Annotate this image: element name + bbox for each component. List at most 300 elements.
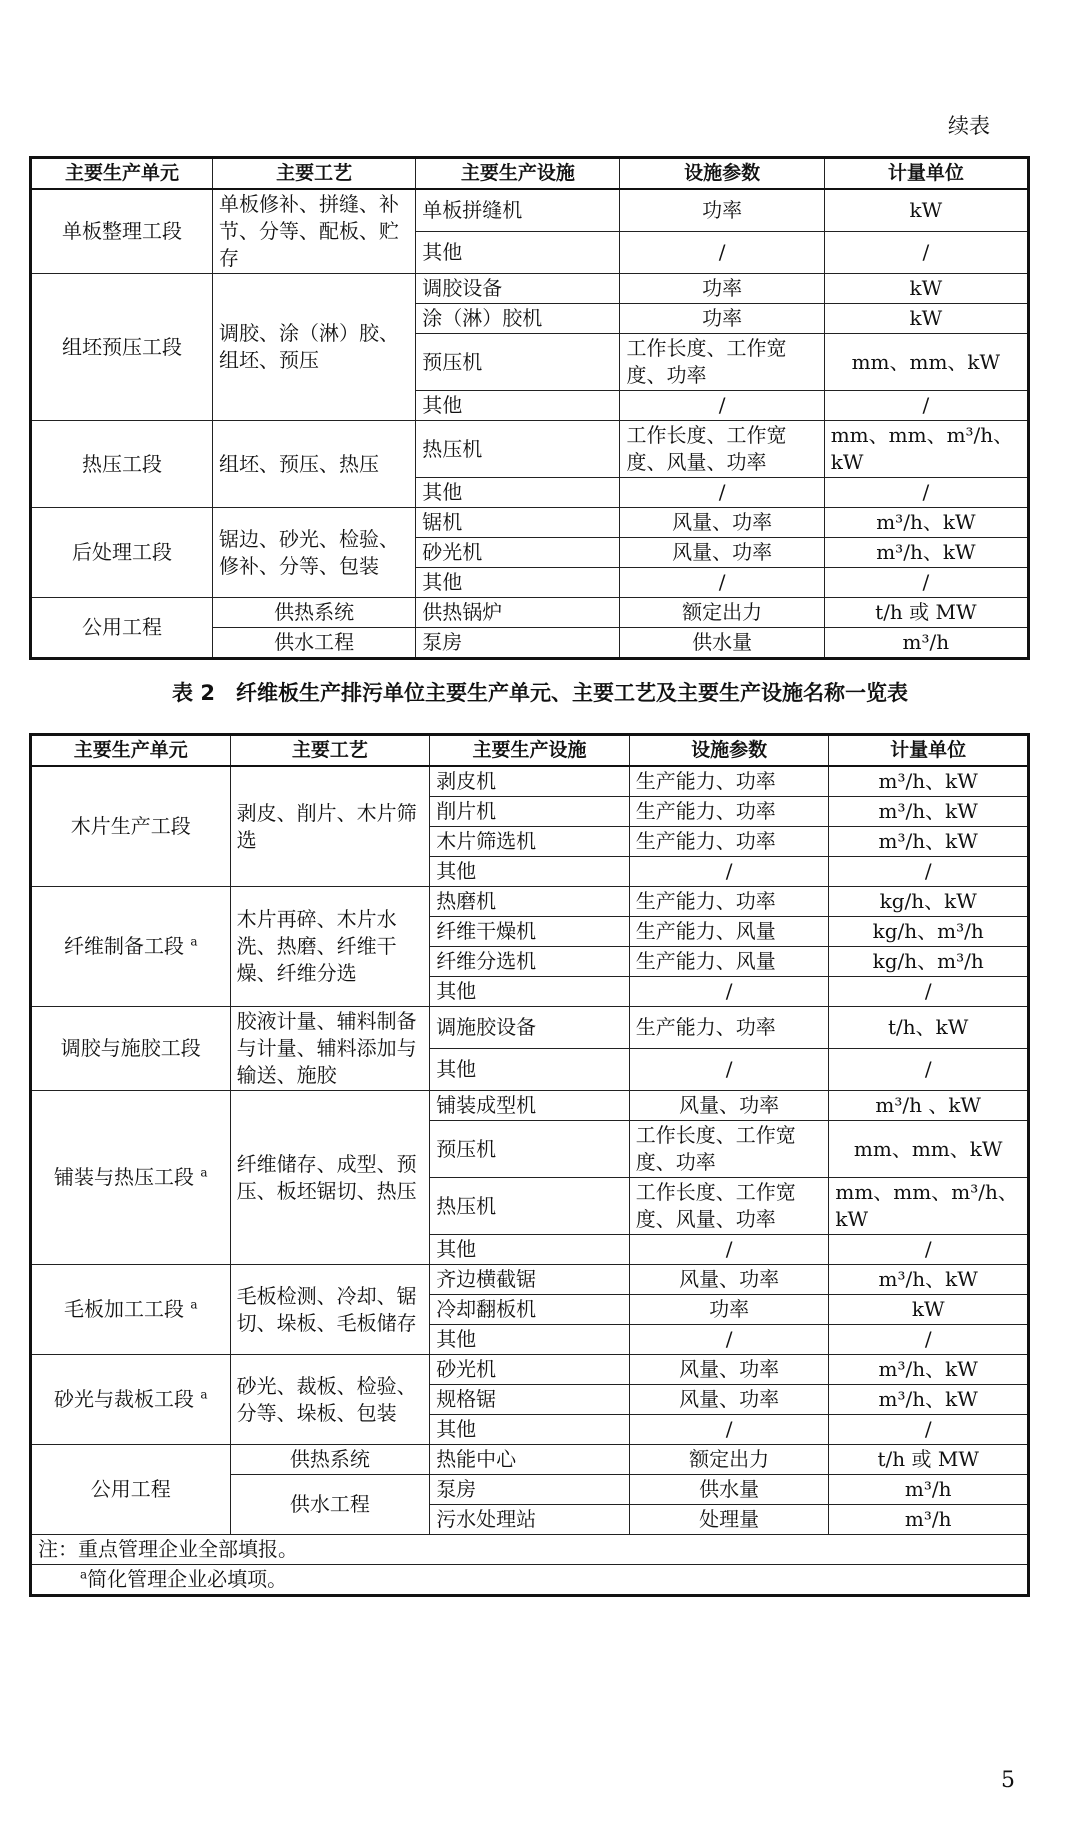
cell-text: 风量、功率 (679, 1267, 780, 1291)
table-cell (829, 1235, 1029, 1265)
table-cell (629, 1235, 829, 1265)
table-cell (629, 1178, 829, 1235)
cell-text: 功率 (702, 276, 743, 300)
cell-text: 供水量 (699, 1477, 760, 1501)
table-cell (629, 917, 829, 947)
table-cell (213, 598, 416, 628)
table-cell (213, 421, 416, 508)
table-cell (620, 538, 824, 568)
table-cell (430, 1295, 630, 1325)
cell-text: 热压工段 (82, 451, 163, 476)
cell-text: 纤维分选机 (436, 949, 537, 973)
cell-text: 锯机 (422, 510, 463, 534)
cell-text: 纤维干燥机 (436, 919, 537, 943)
cell-text: t/h 或 MW (877, 1447, 979, 1471)
cell-text: 单板修补、拼缝、补节、分等、配板、贮存 (219, 192, 400, 270)
cell-superscript: a (200, 1165, 208, 1180)
table-cell (620, 189, 824, 232)
cell-text: / (924, 1327, 932, 1351)
table-cell (416, 189, 620, 232)
cell-text: 风量、功率 (679, 1093, 780, 1117)
table-cell (629, 1121, 829, 1178)
table-cell (213, 508, 416, 598)
table-cell (430, 1415, 630, 1445)
table-cell (824, 232, 1028, 274)
cell-text: / (725, 1057, 733, 1081)
cell-text: 风量、功率 (679, 1387, 780, 1411)
cell-superscript: a (190, 934, 198, 949)
header-unit: 主要生产单元 (31, 735, 231, 767)
table-cell (620, 508, 824, 538)
table-cell (430, 1385, 630, 1415)
cell-text: 公用工程 (90, 1477, 171, 1501)
table-note-row (31, 1535, 1029, 1565)
table-cell (416, 274, 620, 304)
table-row (31, 1445, 1029, 1475)
cell-text: 削片机 (436, 799, 497, 823)
table-header-row (31, 158, 1029, 190)
table-cell (416, 334, 620, 391)
cell-text: 其他 (436, 1237, 477, 1261)
table-cell (829, 917, 1029, 947)
table-cell (230, 1445, 430, 1475)
cell-text: / (924, 1417, 932, 1441)
header-process: 主要工艺 (213, 158, 416, 190)
cell-text: 纤维储存、成型、预压、板坯锯切、热压 (236, 1151, 417, 1203)
table-cell (829, 857, 1029, 887)
cell-text: 生产能力、风量 (635, 949, 776, 973)
cell-text: 工作长度、工作宽度、风量、功率 (635, 1180, 796, 1231)
cell-text: kg/h、m³/h (872, 949, 984, 973)
cell-text: m³/h、kW (878, 829, 978, 853)
table-cell (430, 1235, 630, 1265)
cell-text: / (718, 240, 726, 265)
table-cell (230, 1355, 430, 1445)
cell-text: 热磨机 (436, 889, 497, 913)
table-cell (230, 766, 430, 887)
cell-text: m³/h、kW (876, 510, 976, 534)
cell-text: / (725, 1237, 733, 1261)
cell-text: / (924, 1237, 932, 1261)
table-cell (629, 977, 829, 1007)
cell-text: 生产能力、功率 (635, 799, 776, 823)
table-cell (430, 1505, 630, 1535)
cell-text: 生产能力、功率 (635, 1015, 776, 1039)
table-row (31, 1265, 1029, 1295)
table-cell (620, 478, 824, 508)
cell-superscript: a (200, 1387, 208, 1402)
table-cell (416, 568, 620, 598)
table-note (31, 1565, 1029, 1596)
cell-text: / (924, 859, 932, 883)
cell-text: / (725, 1417, 733, 1441)
table-cell (31, 887, 231, 1007)
cell-text: 风量、功率 (679, 1357, 780, 1381)
cell-text: m³/h (904, 1507, 952, 1531)
cell-text: 胶液计量、辅料制备与计量、辅料添加与输送、施胶 (236, 1009, 417, 1087)
cell-text: 调施胶设备 (436, 1015, 537, 1039)
cell-text: 剥皮机 (436, 769, 497, 793)
header-param: 设施参数 (629, 735, 829, 767)
table-row (31, 1091, 1029, 1121)
table-row (31, 274, 1029, 304)
cell-text: t/h 或 MW (875, 600, 977, 624)
page-number: 5 (1001, 1768, 1015, 1793)
cell-text: m³/h、kW (878, 1357, 978, 1381)
table-cell (430, 1325, 630, 1355)
table-cell (31, 274, 213, 421)
cell-text: / (922, 240, 930, 265)
header-facility: 主要生产设施 (416, 158, 620, 190)
cell-text: 供水工程 (274, 630, 355, 654)
table-cell (230, 1265, 430, 1355)
header-facility: 主要生产设施 (430, 735, 630, 767)
cell-text: 纤维制备工段 (64, 934, 185, 958)
table-row (31, 766, 1029, 797)
table-cell (824, 568, 1028, 598)
cell-text: 供水量 (692, 630, 753, 654)
table-cell (31, 508, 213, 598)
table-cell (31, 598, 213, 659)
cell-text: 组坯、预压、热压 (219, 451, 380, 476)
table-cell (430, 1121, 630, 1178)
table-cell (829, 1385, 1029, 1415)
cell-text: 工作长度、工作宽度、风量、功率 (626, 423, 787, 474)
table-cell (829, 1007, 1029, 1049)
table-cell (430, 1091, 630, 1121)
table-cell (824, 508, 1028, 538)
table-cell (824, 628, 1028, 659)
table-cell (430, 917, 630, 947)
table-cell (620, 304, 824, 334)
cell-text: mm、mm、m³/h、kW (830, 423, 1014, 474)
cell-text: 组坯预压工段 (62, 334, 183, 359)
continued-label: 续表 (948, 114, 990, 138)
cell-text: 砂光机 (436, 1357, 497, 1381)
table-cell (629, 1049, 829, 1091)
table-row (31, 598, 1029, 628)
cell-text: kW (911, 1297, 945, 1321)
cell-text: 规格锯 (436, 1387, 497, 1411)
table-cell (829, 766, 1029, 797)
cell-text: 调胶与施胶工段 (60, 1036, 201, 1060)
cell-text: m³/h、kW (878, 769, 978, 793)
cell-text: 热压机 (436, 1193, 497, 1218)
table-cell (416, 421, 620, 478)
table-cell (829, 1505, 1029, 1535)
table-row (31, 887, 1029, 917)
cell-text: m³/h、kW (876, 540, 976, 564)
table-cell (824, 274, 1028, 304)
note-text: 注：重点管理企业全部填报。 (38, 1537, 298, 1561)
cell-text: 污水处理站 (436, 1507, 537, 1531)
table-2-body (31, 766, 1029, 1535)
cell-text: kg/h、kW (879, 889, 977, 913)
table-cell (824, 538, 1028, 568)
cell-text: / (725, 979, 733, 1003)
cell-text: 调胶设备 (422, 276, 503, 300)
cell-text: 其他 (422, 393, 463, 417)
cell-text: kW (909, 198, 943, 223)
table-cell (620, 232, 824, 274)
table-2 (29, 733, 1030, 1597)
table-cell (629, 797, 829, 827)
table-cell (829, 1121, 1029, 1178)
table-note (31, 1535, 1029, 1565)
cell-text: 调胶、涂（淋）胶、组坯、预压 (219, 321, 400, 372)
table-cell (629, 1445, 829, 1475)
table-cell (629, 1325, 829, 1355)
cell-text: 公用工程 (82, 615, 163, 639)
cell-text: / (924, 1057, 932, 1081)
cell-text: 木片再碎、木片水洗、热磨、纤维干燥、纤维分选 (236, 907, 397, 985)
table-cell (629, 1415, 829, 1445)
table-cell (829, 1295, 1029, 1325)
cell-text: 其他 (422, 240, 463, 265)
table-cell (31, 421, 213, 508)
cell-text: 其他 (436, 1417, 477, 1441)
table-1-continued (29, 156, 1030, 660)
cell-text: 其他 (422, 570, 463, 594)
table-cell (230, 1475, 430, 1535)
table-cell (416, 508, 620, 538)
cell-text: 额定出力 (689, 1447, 770, 1471)
table-cell (629, 1295, 829, 1325)
cell-text: 砂光、裁板、检验、分等、垛板、包装 (236, 1373, 417, 1425)
table-cell (824, 189, 1028, 232)
header-measure-unit: 计量单位 (824, 158, 1028, 190)
cell-text: / (725, 859, 733, 883)
table-cell (620, 421, 824, 478)
table-cell (829, 1355, 1029, 1385)
table-cell (629, 887, 829, 917)
table-cell (430, 766, 630, 797)
cell-text: mm、mm、kW (851, 349, 1001, 374)
cell-text: 其他 (436, 1057, 477, 1081)
table-cell (829, 947, 1029, 977)
cell-text: mm、mm、kW (853, 1136, 1003, 1161)
table-cell (213, 274, 416, 421)
cell-text: / (718, 480, 726, 504)
cell-text: mm、mm、m³/h、kW (835, 1180, 1018, 1231)
cell-text: / (922, 570, 930, 594)
cell-text: 其他 (436, 979, 477, 1003)
cell-text: 供热系统 (289, 1447, 370, 1471)
table-row (31, 189, 1029, 232)
cell-text: 供热锅炉 (422, 600, 503, 624)
cell-text: / (924, 979, 932, 1003)
cell-text: 生产能力、功率 (635, 829, 776, 853)
cell-text: 风量、功率 (672, 510, 773, 534)
table-cell (430, 1049, 630, 1091)
table-cell (430, 1007, 630, 1049)
table-cell (416, 304, 620, 334)
cell-text: 其他 (436, 1327, 477, 1351)
cell-text: 工作长度、工作宽度、功率 (635, 1123, 796, 1174)
table-cell (620, 274, 824, 304)
table-cell (31, 766, 231, 887)
cell-text: 单板整理工段 (62, 219, 183, 243)
cell-text: 处理量 (699, 1507, 760, 1531)
cell-text: 木片生产工段 (70, 814, 191, 838)
cell-text: m³/h、kW (878, 1267, 978, 1291)
table-cell (829, 1415, 1029, 1445)
cell-text: 额定出力 (682, 600, 763, 624)
cell-text: / (718, 393, 726, 417)
cell-text: kg/h、m³/h (872, 919, 984, 943)
table-cell (430, 1475, 630, 1505)
table-cell (416, 232, 620, 274)
cell-text: 锯边、砂光、检验、修补、分等、包装 (219, 526, 400, 578)
table-cell (430, 1445, 630, 1475)
table-row (31, 1355, 1029, 1385)
table-cell (629, 857, 829, 887)
table-cell (213, 189, 416, 274)
table-cell (430, 827, 630, 857)
table-cell (829, 1091, 1029, 1121)
cell-text: 单板拼缝机 (422, 198, 523, 223)
table-cell (31, 1445, 231, 1535)
cell-text: / (718, 570, 726, 594)
table-cell (230, 1007, 430, 1091)
table-cell (829, 887, 1029, 917)
header-unit: 主要生产单元 (31, 158, 213, 190)
cell-text: 砂光机 (422, 540, 483, 564)
cell-text: kW (909, 276, 943, 300)
table-cell (230, 1091, 430, 1265)
cell-text: t/h、kW (888, 1015, 969, 1039)
table-header-row (31, 735, 1029, 767)
table-row (31, 1007, 1029, 1049)
table-cell (430, 1178, 630, 1235)
table-cell (629, 1505, 829, 1535)
table-cell (620, 334, 824, 391)
note-text: 简化管理企业必填项。 (87, 1567, 288, 1591)
cell-text: 其他 (436, 859, 477, 883)
table-cell (416, 391, 620, 421)
table-cell (829, 827, 1029, 857)
table-row (31, 508, 1029, 538)
cell-text: / (922, 480, 930, 504)
cell-text: 其他 (422, 480, 463, 504)
table-cell (829, 1475, 1029, 1505)
table-cell (230, 887, 430, 1007)
table-cell (430, 887, 630, 917)
header-process: 主要工艺 (230, 735, 430, 767)
cell-text: 功率 (702, 306, 743, 330)
table-cell (416, 478, 620, 508)
cell-text: 剥皮、削片、木片筛选 (236, 800, 417, 852)
cell-text: 功率 (702, 198, 743, 223)
cell-text: 毛板检测、冷却、锯切、垛板、毛板储存 (236, 1283, 417, 1335)
cell-text: 热压机 (422, 436, 483, 461)
cell-text: 生产能力、功率 (635, 889, 776, 913)
cell-text: / (922, 393, 930, 417)
table-cell (430, 1355, 630, 1385)
table-cell (430, 857, 630, 887)
table-cell (416, 628, 620, 659)
cell-text: 木片筛选机 (436, 829, 537, 853)
table-cell (31, 1355, 231, 1445)
table-cell (824, 598, 1028, 628)
cell-text: 供热系统 (274, 600, 355, 624)
cell-text: 预压机 (436, 1136, 497, 1161)
table-cell (31, 189, 213, 274)
table-cell (629, 1475, 829, 1505)
table-row (31, 421, 1029, 478)
cell-text: m³/h (902, 630, 950, 654)
table-cell (629, 1007, 829, 1049)
cell-text: / (725, 1327, 733, 1351)
table-cell (629, 1385, 829, 1415)
table-cell (824, 304, 1028, 334)
table-cell (620, 568, 824, 598)
table-cell (629, 1091, 829, 1121)
table-cell (829, 1445, 1029, 1475)
cell-text: 工作长度、工作宽度、功率 (626, 336, 787, 387)
cell-text: 生产能力、风量 (635, 919, 776, 943)
cell-text: 铺装与热压工段 (54, 1165, 195, 1189)
table-cell (824, 391, 1028, 421)
header-param: 设施参数 (620, 158, 824, 190)
table-cell (213, 628, 416, 659)
cell-text: 齐边横截锯 (436, 1267, 537, 1291)
cell-text: 预压机 (422, 349, 483, 374)
cell-text: 毛板加工工段 (64, 1297, 185, 1321)
cell-text: m³/h (904, 1477, 952, 1501)
table-cell (620, 391, 824, 421)
table-cell (824, 334, 1028, 391)
header-measure-unit: 计量单位 (829, 735, 1029, 767)
table-cell (430, 797, 630, 827)
cell-text: 冷却翻板机 (436, 1297, 537, 1321)
table-cell (829, 1265, 1029, 1295)
cell-text: 铺装成型机 (436, 1093, 537, 1117)
table-cell (620, 598, 824, 628)
table-cell (430, 947, 630, 977)
table-cell (629, 827, 829, 857)
cell-text: 后处理工段 (72, 540, 173, 564)
table-cell (629, 947, 829, 977)
table-cell (824, 421, 1028, 478)
table-cell (629, 1355, 829, 1385)
cell-text: 砂光与裁板工段 (54, 1387, 195, 1411)
table-cell (629, 766, 829, 797)
table-cell (31, 1007, 231, 1091)
table-cell (31, 1091, 231, 1265)
cell-text: 生产能力、功率 (635, 769, 776, 793)
cell-text: 泵房 (436, 1477, 477, 1501)
cell-text: 涂（淋）胶机 (422, 306, 543, 330)
table-cell (829, 1178, 1029, 1235)
cell-superscript: a (190, 1297, 198, 1312)
table-cell (829, 977, 1029, 1007)
table-cell (416, 598, 620, 628)
cell-text: m³/h、kW (878, 799, 978, 823)
cell-text: 供水工程 (289, 1492, 370, 1516)
table-cell (629, 1265, 829, 1295)
table-cell (829, 797, 1029, 827)
table-note-row (31, 1565, 1029, 1596)
cell-text: 泵房 (422, 630, 463, 654)
table-cell (829, 1049, 1029, 1091)
note-superscript: a (80, 1567, 88, 1582)
table-cell (31, 1265, 231, 1355)
cell-text: kW (909, 306, 943, 330)
table-cell (824, 478, 1028, 508)
table-cell (416, 538, 620, 568)
cell-text: 功率 (709, 1297, 750, 1321)
